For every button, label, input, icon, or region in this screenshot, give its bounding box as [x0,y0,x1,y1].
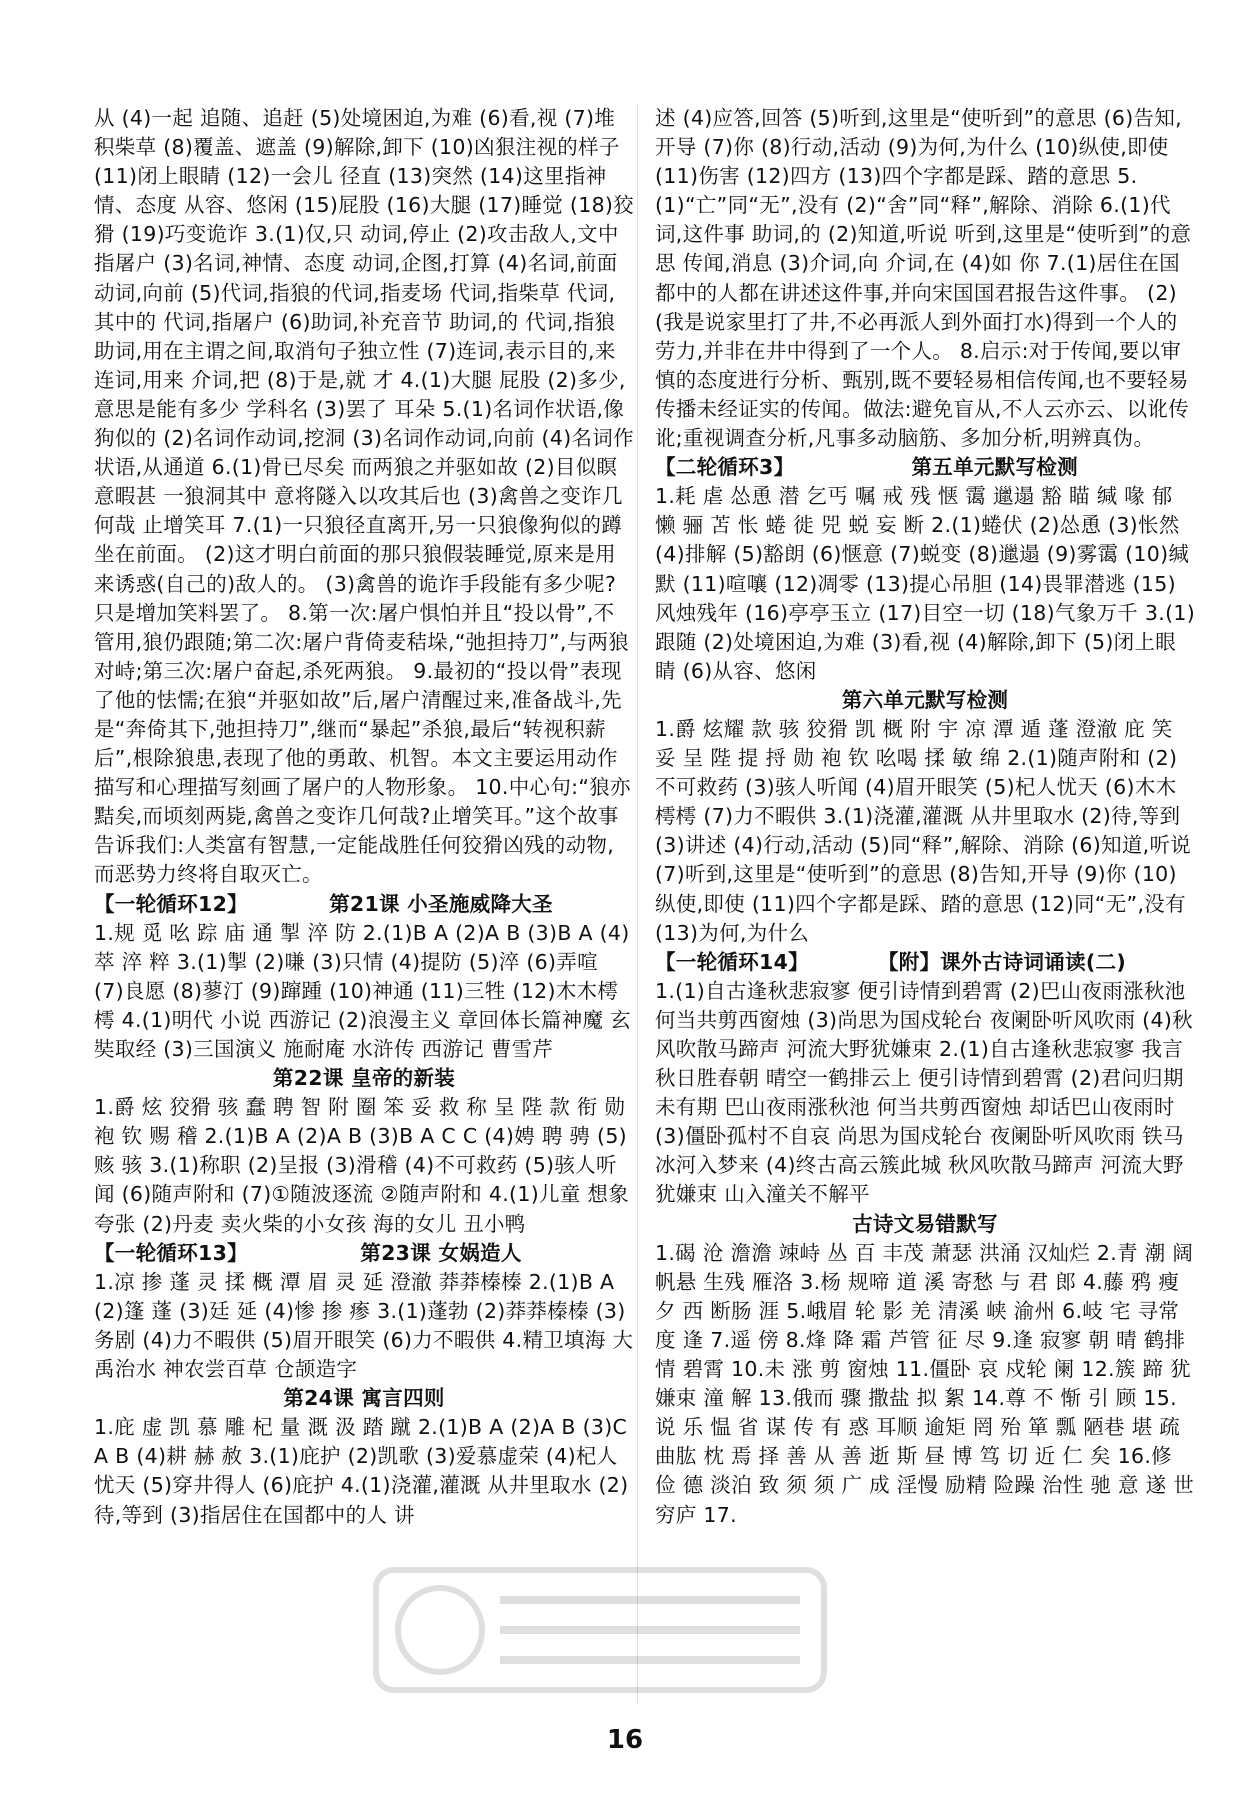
section-heading [94,1239,634,1268]
answer-paragraph: 1.爵 炫 狡猾 骇 蠢 聘 智 附 圈 笨 妥 救 称 呈 陛 款 衔 勋 袍 钦 赐 稽 2.(1)B A (2)A B (3)B A C C (4)娉 聘 骋 (5)赅 骇 3.(1)称职 (2)呈报 (3)滑稽 (4)不可救药 (5)骇人听闻 (6)随声附和 (7)①随波逐流 ②随声附和 4.(1)儿童 想象 夸张 (2)丹麦 卖火柴的小女孩 海的女儿 丑小鸭 [94,1095,636,1236]
answer-paragraph: 从 (4)一起 追随、追赶 (5)处境困迫,为难 (6)看,视 (7)堆积柴草 (8)覆盖、遮盖 (9)解除,卸下 (10)凶狠注视的样子 (11)闭上眼睛 (12)一会儿 径直 (13)突然 (14)这里指神情、态度 从容、悠闲 (15)屁股 (16)大腿 (17)睡觉 (18)狡猾 (19)巧变诡诈 3.(1)仅,只 动词,停止 (2)攻击敌人,文中指屠户 (3)名词,神情、态度 动词,企图,打算 (4)名词,前面 动词,向前 (5)代词,指狼的代词,指麦场 代词,指柴草 代词,其中的 代词,指屠户 (6)助词,补充音节 助词,的 代词,指狼 助词,用在主谓之间,取消句子独立性 (7)连词,表示目的,来 连词,用来 介词,把 (8)于是,就 才 4.(1)大腿 屁股 (2)多少,意思是能有多少 学科名 (3)罢了 耳朵 5.(1)名词作状语,像狗似的 (2)名词作动词,挖洞 (3)名词作动词,向前 (4)名词作状语,从通道 6.(1)骨已尽矣 而两狼之并驱如故 (2)目似瞑 意暇甚 一狼洞其中 意将隧入以攻其后也 (3)禽兽之变诈几何哉 止增笑耳 7.(1)一只狼径直离开,另一只狼像狗似的蹲坐在前面。 (2)这才明白前面的那只狼假装睡觉,原来是用来诱惑(自己的)敌人的。 (3)禽兽的诡诈手段能有多少呢?只是增加笑料罢了。 8.第一次:屠户惧怕并且“投以骨”,不管用,狼仍跟随;第二次:屠户背倚麦秸垛,“弛担持刀”,与两狼对峙;第三次:屠户奋起,杀死两狼。 9.最初的“投以骨”表现了他的怯懦;在狼“并驱如故”后,屠户清醒过来,准备战斗,先是“奔倚其下,弛担持刀”,继而“暴起”杀狼,最后“转视积薪后”,根除狼患,表现了他的勇敢、机智。本文主要运用动作描写和心理描写刻画了屠户的人物形象。 10.中心句:“狼亦黠矣,而顷刻两毙,禽兽之变诈几何哉?止增笑耳。”这个故事告诉我们:人类富有智慧,一定能战胜任何狡猾凶残的动物,而恶势力终将自取灭亡。 [94,106,635,887]
section-heading [655,453,1195,482]
right-column [655,104,1201,1530]
lesson-heading: 第五单元默写检测 [911,455,1078,480]
section-heading [655,948,1195,977]
answer-paragraph: 1.凉 掺 蓬 灵 揉 概 潭 眉 灵 延 澄澈 莽莽榛榛 2.(1)B A (2)篷 蓬 (3)廷 延 (4)惨 掺 瘆 3.(1)蓬勃 (2)莽莽榛榛 (3)务剧 (4)力不暇供 (5)眉开眼笑 (6)力不暇供 4.精卫填海 大禹治水 神农尝百草 仓颉造字 [94,1269,634,1382]
lesson-heading: 第24课 寓言四则 [283,1386,445,1411]
lesson-heading: 第22课 皇帝的新装 [272,1066,456,1091]
answer-paragraph: 1.(1)自古逢秋悲寂寥 便引诗情到碧霄 (2)巴山夜雨涨秋池 何当共剪西窗烛 (3)尚思为国戍轮台 夜阑卧听风吹雨 (4)秋风吹散马蹄声 河流大野犹嫌束 2.(1)自古逢秋悲寂寥 我言秋日胜春朝 晴空一鹤排云上 便引诗情到碧霄 (2)君问归期未有期 巴山夜雨涨秋池 何当共剪西窗烛 却话巴山夜雨时 (3)僵卧孤村不自哀 尚思为国戍轮台 夜阑卧听风吹雨 铁马冰河入梦来 (4)终古高云簇此城 秋风吹散马蹄声 河流大野犹嫌束 山入潼关不解平 [655,978,1193,1207]
left-column [94,104,634,1530]
answer-paragraph: 1.规 觅 吆 踪 庙 通 掣 淬 防 2.(1)B A (2)A B (3)B A (4)萃 淬 粹 3.(1)掣 (2)嗛 (3)只情 (4)提防 (5)淬 (6)弄喧 (7)良愿 (8)蓼汀 (9)蹿踵 (10)神通 (11)三牲 (12)木木樗樗 4.(1)明代 小说 西游记 (2)浪漫主义 章回体长篇神魔 玄奘取经 (3)三国演义 施耐庵 水浒传 西游记 曹雪芹 [94,920,631,1061]
page-number: 16 [606,1725,644,1755]
lesson-heading: 第21课 小圣施威降大圣 [329,891,553,916]
watermark-stamp [370,1560,830,1700]
answer-paragraph: 1.碣 沧 澹澹 竦峙 丛 百 丰茂 萧瑟 洪涌 汉灿烂 2.青 潮 阔 帆悬 生残 雁洛 3.杨 规啼 道 溪 寄愁 与 君 郎 4.藤 鸦 瘦 夕 西 断肠 涯 5.峨眉 轮 影 羌 清溪 峡 渝州 6.岐 宅 寻常 度 逢 7.遥 傍 8.烽 降 霜 芦管 征 尽 9.逢 寂寥 朝 晴 鹤排 情 碧霄 10.未 涨 剪 窗烛 11.僵卧 哀 戍轮 阑 12.簇 蹄 犹嫌束 潼 解 13.俄而 骤 撒盐 拟 絮 14.尊 不 惭 引 顾 15.说 乐 愠 省 谋 传 有 惑 耳顺 逾矩 罔 殆 箪 瓢 陋巷 堪 疏 曲肱 枕 焉 择 善 从 善 逝 斯 昼 博 笃 切 近 仁 矣 16.修 俭 德 淡泊 致 须 须 广 成 淫慢 励精 险躁 治性 驰 意 遂 世 穷庐 17. [655,1240,1201,1527]
answer-paragraph: 1.耗 虐 怂恿 潜 乞丐 嘱 戒 残 惬 霭 邋遢 豁 瞄 缄 喙 郁 懒 骊 苫 怅 蜷 徙 兕 蜕 妄 断 2.(1)蜷伏 (2)怂恿 (3)怅然 (4)排解 (5)豁朗 (6)惬意 (7)蜕变 (8)邋遢 (9)雾霭 (10)缄默 (11)喧嚷 (12)凋零 (13)提心吊胆 (14)畏罪潜逃 (15)风烛残年 (16)亭亭玉立 (17)目空一切 (18)气象万千 3.(1)跟随 (2)处境困迫,为难 (3)看,视 (4)解除,卸下 (5)闭上眼睛 (6)从容、悠闲 [655,484,1196,683]
answer-paragraph: 1.爵 炫耀 款 骇 狡猾 凯 概 附 宇 凉 潭 遁 蓬 澄澈 庇 笑 妥 呈 陛 提 捋 勋 袍 钦 吆喝 揉 敏 绵 2.(1)随声附和 (2)不可救药 (3)骇人听闻 (4)眉开眼笑 (5)杞人忧天 (6)木木樗樗 (7)力不暇供 3.(1)浇灌,灌溉 从井里取水 (2)待,等到 (3)讲述 (4)行动,活动 (5)同“释”,解除、消除 (6)知道,听说 (7)听到,这里是“使听到”的意思 (8)告知,开导 (9)你 (10)纵使,即使 (11)四个字都是踩、踏的意思 (12)同“无”,没有 (13)为何,为什么 [655,716,1198,945]
answer-paragraph: 述 (4)应答,回答 (5)听到,这里是“使听到”的意思 (6)告知,开导 (7)你 (8)行动,活动 (9)为何,为什么 (10)纵使,即使 (11)伤害 (12)四方 (13)四个字都是踩、踏的意思 5.(1)“亡”同“无”,没有 (2)“舍”同“释”,解除、消除 6.(1)代词,这件事 助词,的 (2)知道,听说 听到,这里是“使听到”的意思 传闻,消息 (3)介词,向 介词,在 (4)如 你 7.(1)居住在国都中的人都在讲述这件事,并向宋国国君报告这件事。 (2)(我是说家里打了井,不必再派人到外面打水)得到一个人的劳力,并非在井中得到了一个人。 8.启示:对于传闻,要以审慎的态度进行分析、甄别,既不要轻易相信传闻,也不要轻易传播未经证实的传闻。做法:避免盲从,不人云亦云、以讹传讹;重视调查分析,凡事多动脑筋、多加分析,明辨真伪。 [655,106,1192,451]
lesson-heading: 第六单元默写检测 [841,687,1009,712]
column-divider [637,104,638,1704]
lesson-heading: 【附】课外古诗词诵读(二) [877,949,1127,974]
answer-paragraph: 1.庇 虚 凯 慕 雕 杞 量 溉 汲 踏 蹴 2.(1)B A (2)A B (3)C A B (4)耕 赫 赦 3.(1)庇护 (2)凯歌 (3)爱慕虚荣 (4)杞人忧天 (5)穿井得人 (6)庇护 4.(1)浇灌,灌溉 从井里取水 (2)待,等到 (3)指居住在国都中的人 讲 [94,1415,634,1527]
cycle-tag: 【一轮循环14】 [655,949,809,974]
lesson-heading: 古诗文易错默写 [852,1211,998,1236]
cycle-tag: 【二轮循环3】 [655,455,795,480]
cycle-tag: 【一轮循环13】 [94,1240,248,1265]
lesson-heading: 第23课 女娲造人 [360,1240,522,1265]
cycle-tag: 【一轮循环12】 [94,891,248,916]
section-heading [94,890,634,919]
